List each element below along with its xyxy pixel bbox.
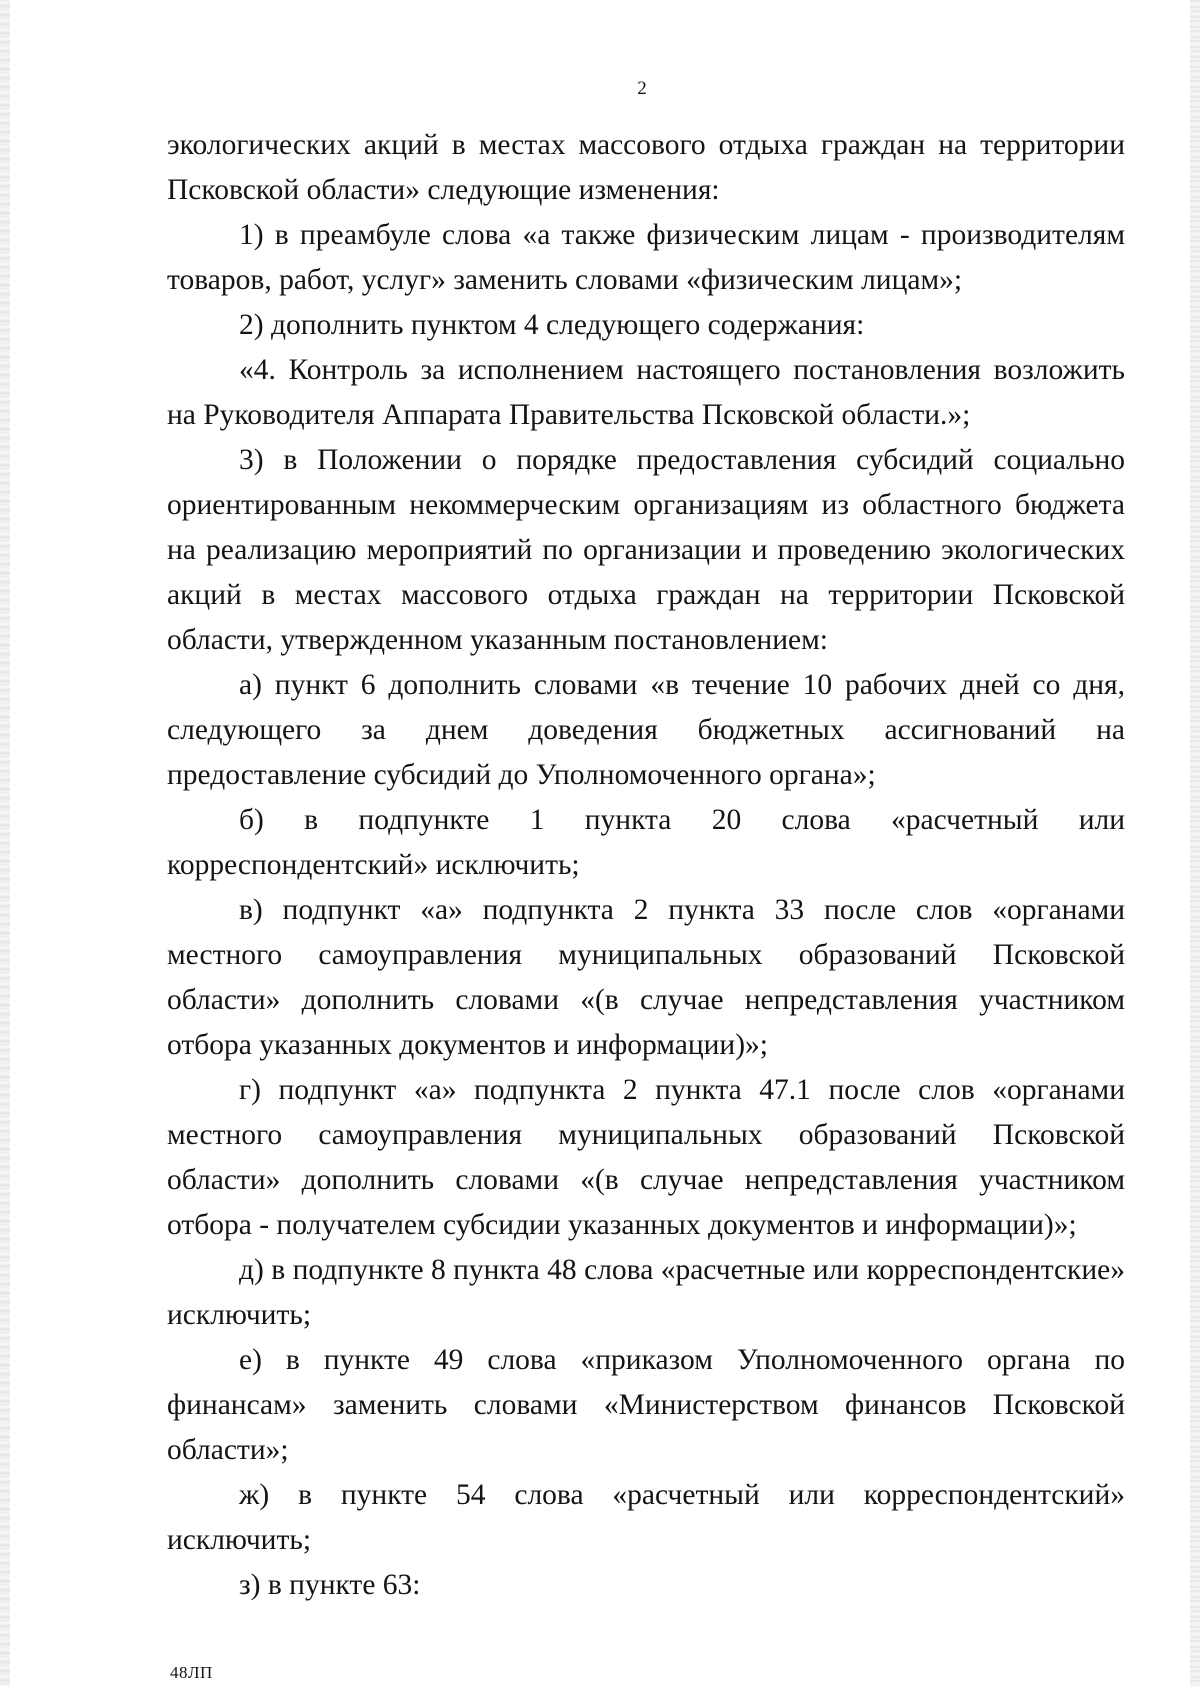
scan-edge-left [0, 0, 10, 1686]
paragraph-2: 2) дополнить пунктом 4 следующего содержания: [239, 309, 865, 341]
paragraph-4: 3) в Положении о порядке предоставления субсидий социально ориентированным некоммерческим организациям из областного бюджета на реализацию мероприятий по организации и проведению экологических акций в местах массового отдыха граждан на территории Псковской области, утвержденном указанным постановлением: [167, 444, 1125, 656]
paragraph-12: з) в пункте 63: [239, 1569, 421, 1601]
paragraph-11: ж) в пункте 54 слова «расчетный или корреспондентский» исключить; [167, 1479, 1125, 1556]
paragraph-8: г) подпункт «а» подпункта 2 пункта 47.1 после слов «органами местного самоуправления муниципальных образований Псковской области» дополнить словами «(в случае непредставления участником отбора - получателем субсидии указанных документов и информации)»; [167, 1074, 1125, 1241]
scan-edge-right [1190, 0, 1200, 1686]
document-body [167, 123, 1125, 1608]
paragraph-1: 1) в преамбуле слова «а также физическим лицам - производителям товаров, работ, услуг» заменить словами «физическим лицам»; [167, 219, 1125, 296]
paragraph-3: «4. Контроль за исполнением настоящего постановления возложить на Руководителя Аппарата Правительства Псковской области.»; [167, 354, 1125, 431]
paragraph-10: е) в пункте 49 слова «приказом Уполномоченного органа по финансам» заменить словами «Министерством финансов Псковской области»; [167, 1344, 1125, 1466]
paragraph-9: д) в подпункте 8 пункта 48 слова «расчетные или корреспондентские» исключить; [167, 1254, 1125, 1331]
document-code: 48ЛП [170, 1663, 213, 1682]
paragraph-0: экологических акций в местах массового отдыха граждан на территории Псковской области» следующие изменения: [167, 129, 1125, 206]
paragraph-5: а) пункт 6 дополнить словами «в течение 10 рабочих дней со дня, следующего за днем доведения бюджетных ассигнований на предоставление субсидий до Уполномоченного органа»; [167, 669, 1125, 791]
paragraph-6: б) в подпункте 1 пункта 20 слова «расчетный или корреспондентский» исключить; [167, 804, 1125, 881]
paragraph-7: в) подпункт «а» подпункта 2 пункта 33 после слов «органами местного самоуправления муниципальных образований Псковской области» дополнить словами «(в случае непредставления участником отбора указанных документов и информации)»; [167, 894, 1125, 1061]
page-number: 2 [637, 78, 647, 99]
